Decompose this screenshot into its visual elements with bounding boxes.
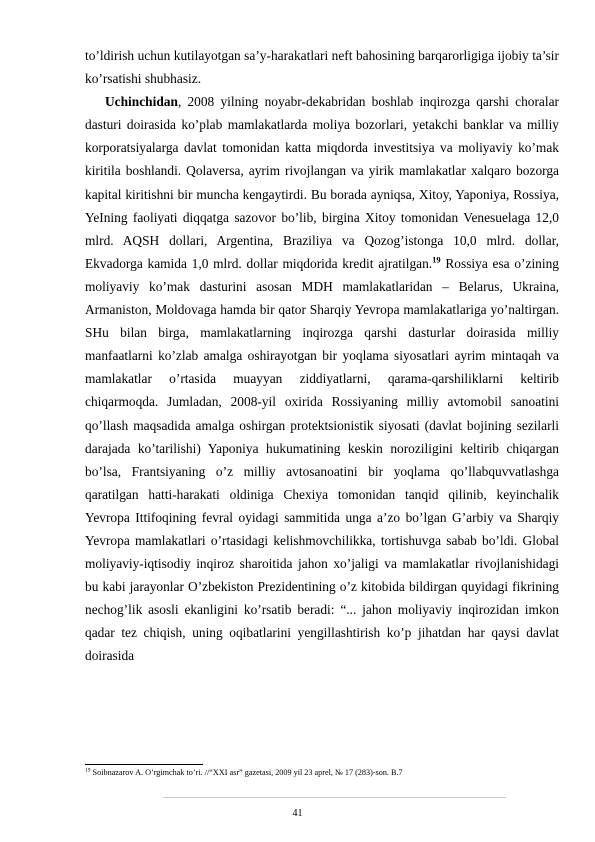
paragraph-lead-word: Uchinchidan: [105, 94, 178, 110]
paragraph-text-part-2: Rossiya esa o’zining moliyaviy ko’mak dasturini asosan MDH mamlakatlaridan – Belarus, Ukraina, Armaniston, Moldovaga hamda bir qator Sharqiy Yevropa mamlakatlariga yo’naltirgan. SHu bilan birga, mamlakatlarning inqirozga qarshi dasturlar doirasida milliy manfaatlarni ko’zlab amalga oshirayotgan bir yoqlama siyosatlari ayrim mintaqah va mamlakatlar o’rtasida muayyan ziddiyatlarni, qarama-qarshiliklarni keltirib chiqarmoqda. Jumladan, 2008-yil oxirida Rossiyaning milliy avtomobil sanoatini qo’llash maqsadida amalga oshirgan protektsionistik siyosati (davlat bojining sezilarli darajada ko’tarilishi) Yaponiya hukumatining keskin noroziligini keltirib chiqargan bo’lsa, Frantsiyaning o’z milliy avtosanoatini bir yoqlama qo’llabquvvatlashga qaratilgan hatti-harakati oldiniga Chexiya tomonidan tanqid qilinib, keyinchalik Yevropa Ittifoqining fevral oyidagi sammitida unga a’zo bo’lgan G’arbiy va Sharqiy Yevropa mamlakatlari o’rtasidagi kelishmovchilikka, tortishuvga sabab bo’ldi. Global moliyaviy-iqtisodiy inqiroz sharoitida jahon xo’jaligi va mamlakatlar rivojlanishidagi bu kabi jarayonlar O’zbekiston Prezidentining o’z kitobida bildirgan quyidagi fikrining nechog’lik asosli ekanligini ko’rsatib beradi: “... jahon moliyaviy inqirozidan imkon qadar tez chiqish, uning oqibatlarini yengillashtirish ko’p jihatdan har qaysi davlat doirasida: [85, 255, 559, 664]
footnote-number: 19: [85, 767, 91, 774]
page-footer-rule: [163, 797, 506, 798]
page-number: 41: [292, 808, 303, 819]
paragraph-continuation: to’ldirish uchun kutilayotgan sa’y-harakatlari neft bahosining barqarorligiga ijobiy ta’sir ko’rsatishi shubhasiz.: [85, 48, 559, 87]
footnote-reference: 19: [432, 254, 441, 265]
footnote: [85, 767, 559, 778]
page-body: [85, 44, 559, 668]
footnote-separator: [85, 764, 203, 765]
footnote-text: Soibnazarov A. O’rgimchak to’ri. //“XXI asr” gazetasi, 2009 yil 23 aprel, № 17 (283)-son. B.7: [90, 768, 403, 777]
paragraph-uchinchidan: [85, 90, 559, 667]
paragraph-text-part-1: , 2008 yilning noyabr-dekabridan boshlab inqirozga qarshi choralar dasturi doirasida ko’plab mamlakatlarda moliya bozorlari, yetakchi banklar va milliy korporatsiyalarga davlat tomonidan katta miqdorda investitsiya va moliyaviy ko’mak kiritila boshlandi. Qolaversa, ayrim rivojlangan va yirik mamlakatlar xalqaro bozorga kapital kiritishni bir muncha kengaytirdi. Bu borada ayniqsa, Xitoy, Yaponiya, Rossiya, YeIning faoliyati diqqatga sazovor bo’lib, birgina Xitoy tomonidan Venesuelaga 12,0 mlrd. AQSH dollari, Argentina, Braziliya va Qozog’istonga 10,0 mlrd. dollar, Ekvadorga kamida 1,0 mlrd. dollar miqdorida kredit ajratilgan.: [85, 94, 559, 271]
